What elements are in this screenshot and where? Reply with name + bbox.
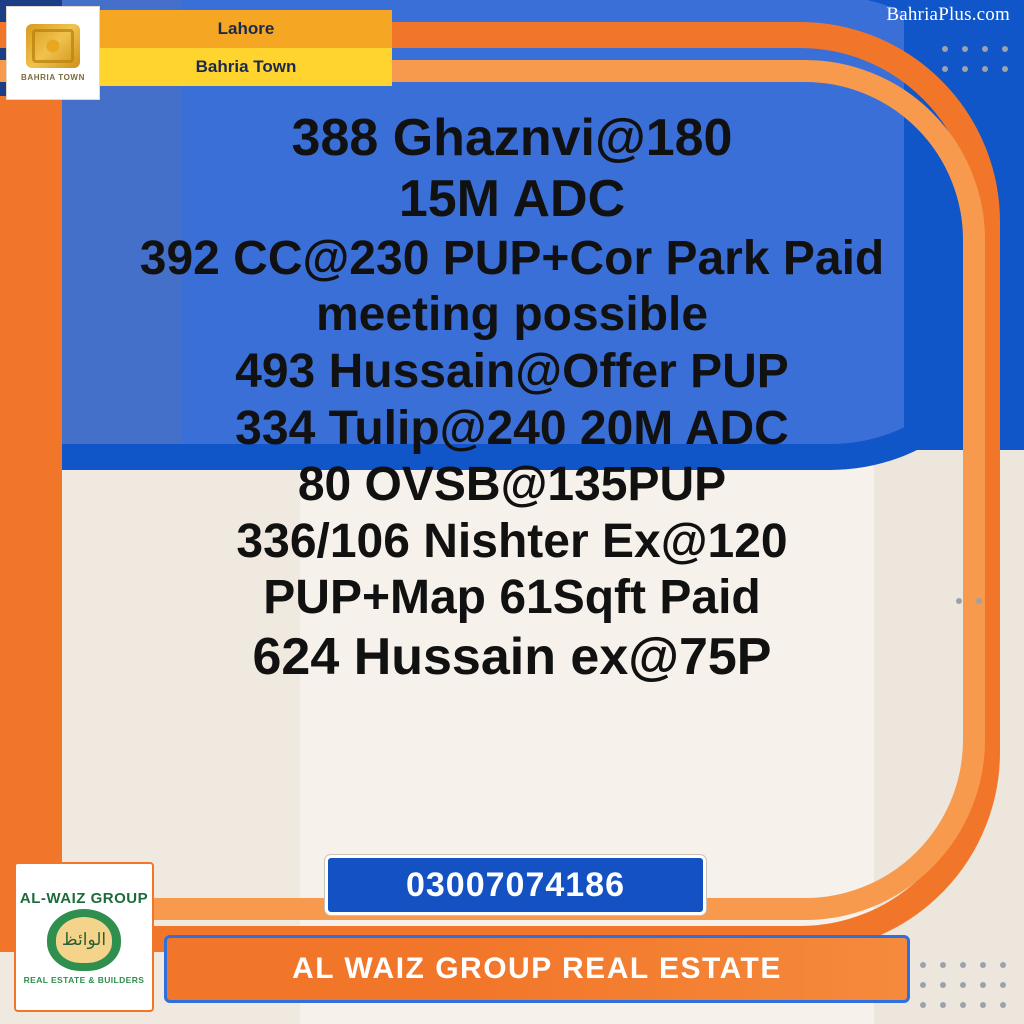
phone-number-badge[interactable]: [325, 855, 706, 915]
listing-text-block: [0, 108, 1024, 688]
listing-line: 80 OVSB@135PUP: [297, 458, 727, 512]
title-stack: [100, 10, 392, 86]
footer-company-bar: [164, 935, 910, 1003]
listing-line: 624 Hussain ex@75P: [252, 628, 772, 687]
bahria-town-emblem-icon: [26, 24, 80, 68]
company-logo-name: AL-WAIZ GROUP: [19, 889, 149, 907]
listing-line: 15M ADC: [398, 170, 626, 229]
listing-line: 336/106 Nishter Ex@120: [236, 514, 788, 568]
bahria-town-logo: [6, 6, 100, 100]
listing-line: 388 Ghaznvi@180: [291, 109, 733, 167]
bahria-town-logo-label: BAHRIA TOWN: [21, 73, 85, 82]
company-logo-arabic: الوائظ: [56, 917, 112, 963]
site-watermark: BahriaPlus.com: [886, 4, 1010, 25]
company-logo-badge-icon: [47, 909, 121, 971]
dot-grid-bottom-right: [920, 962, 1006, 1008]
dot-grid-top-right: [942, 46, 1008, 72]
title-city: Lahore: [100, 10, 392, 48]
listing-line: PUP+Map 61Sqft Paid: [263, 571, 761, 625]
title-society: Bahria Town: [100, 48, 392, 86]
company-logo-subtitle: REAL ESTATE & BUILDERS: [23, 974, 145, 985]
phone-number-text: 03007074186: [405, 865, 625, 904]
al-waiz-group-logo: [14, 862, 154, 1012]
listing-line: 334 Tulip@240 20M ADC: [235, 401, 789, 455]
listing-line: 392 CC@230 PUP+Cor Park Paid: [139, 231, 885, 285]
listing-line: meeting possible: [315, 288, 709, 342]
listing-line: 493 Hussain@Offer PUP: [235, 344, 789, 398]
footer-company-name: AL WAIZ GROUP REAL ESTATE: [292, 952, 782, 985]
